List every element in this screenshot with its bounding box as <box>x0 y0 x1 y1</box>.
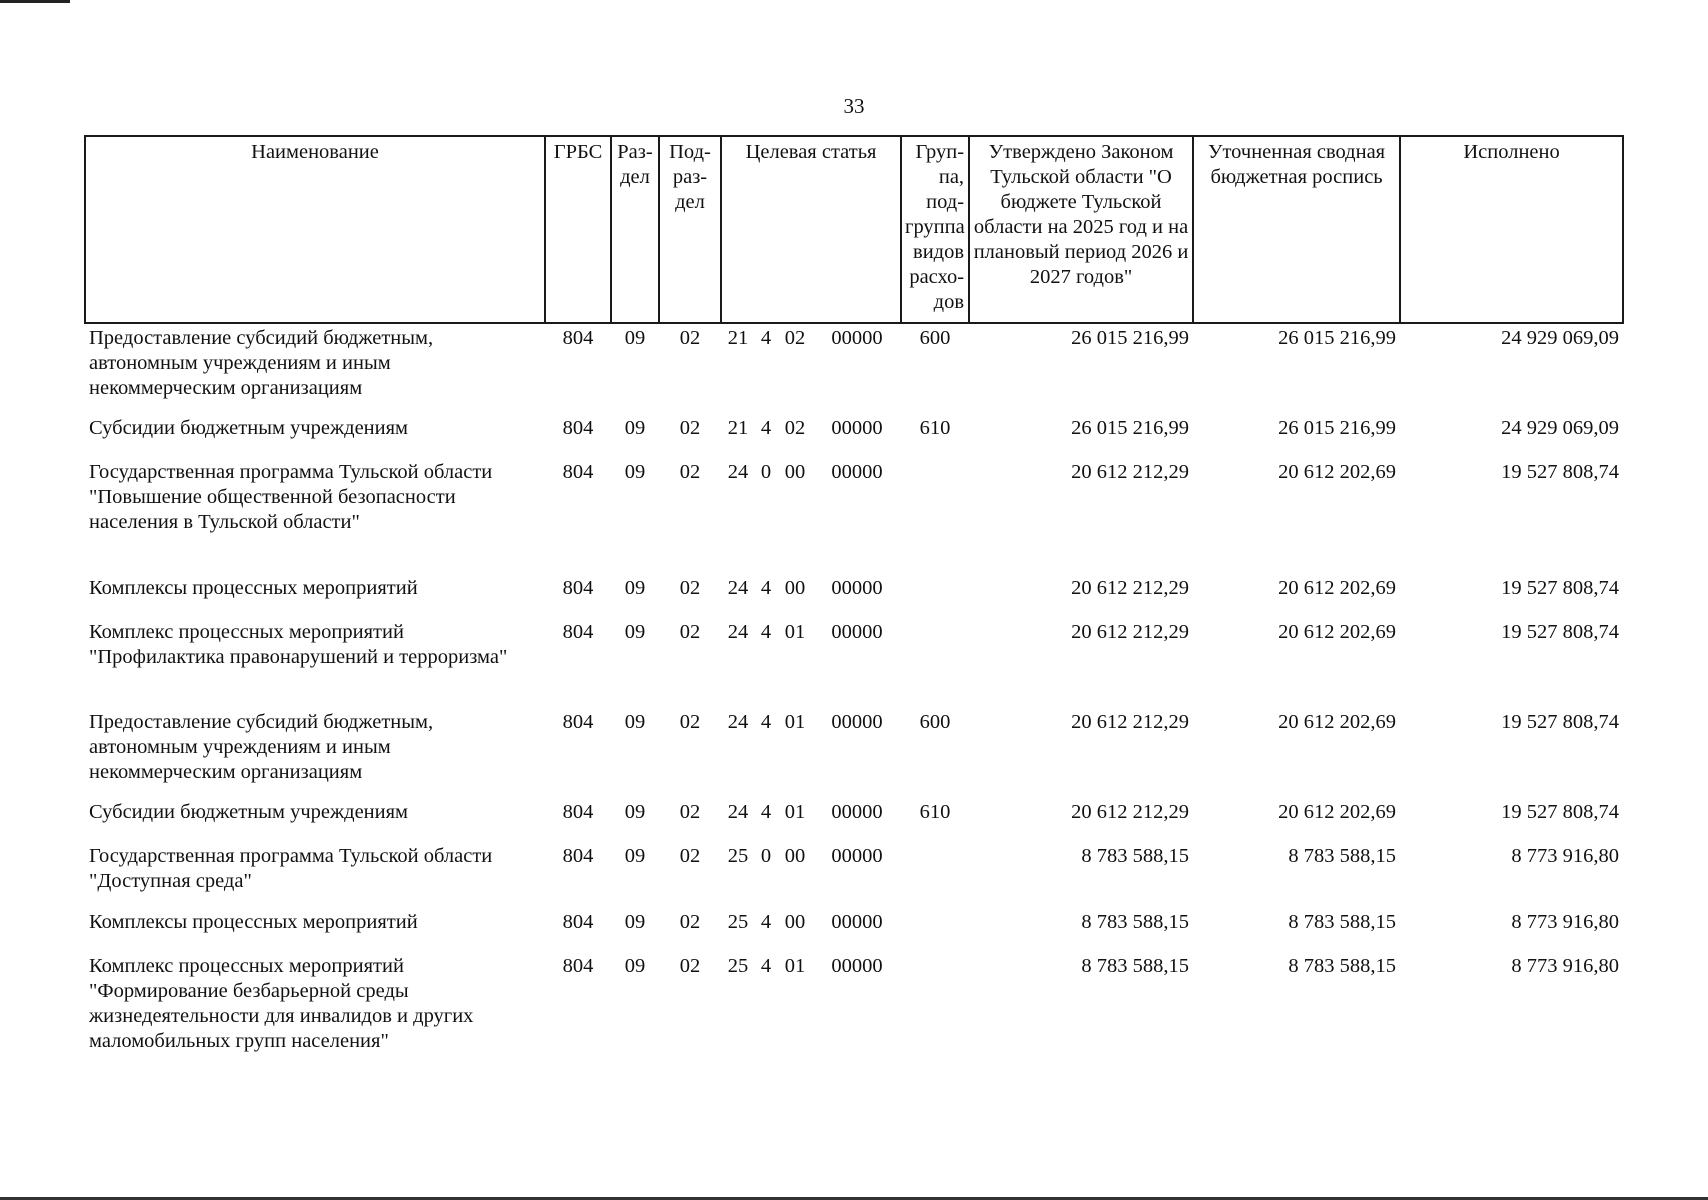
row-razdel: 09 <box>624 327 646 349</box>
table-row <box>85 618 1623 708</box>
row-target-direction: 00000 <box>831 711 883 733</box>
row-podrazdel: 02 <box>679 327 701 349</box>
page-number: 33 <box>843 94 865 118</box>
row-name: Государственная программа Тульской области "Повышение общественной безопасности населения в Тульской области" <box>89 461 493 533</box>
row-target-program: 24 <box>727 621 749 643</box>
row-grbs: 804 <box>562 711 594 733</box>
row-podrazdel: 02 <box>679 801 701 823</box>
row-target-type: 0 <box>760 461 772 483</box>
row-grbs: 804 <box>562 327 594 349</box>
row-target-program: 25 <box>727 845 749 867</box>
row-target-subprogram: 00 <box>784 911 806 933</box>
row-target-program: 25 <box>727 911 749 933</box>
row-group <box>901 618 969 708</box>
row-specified: 8 783 588,15 <box>1288 845 1397 867</box>
row-target-program: 21 <box>727 417 749 439</box>
row-executed: 19 527 808,74 <box>1501 711 1620 733</box>
row-razdel: 09 <box>624 801 646 823</box>
row-executed: 8 773 916,80 <box>1511 911 1620 933</box>
row-group: 610 <box>919 417 951 439</box>
row-razdel: 09 <box>624 577 646 599</box>
row-specified: 20 612 202,69 <box>1278 461 1397 483</box>
table-row <box>85 952 1623 1058</box>
row-target-subprogram: 01 <box>784 621 806 643</box>
row-target-direction: 00000 <box>831 327 883 349</box>
row-target-type: 4 <box>760 711 772 733</box>
row-approved: 20 612 212,29 <box>1071 461 1190 483</box>
row-group <box>901 458 969 574</box>
row-executed: 24 929 069,09 <box>1501 417 1620 439</box>
row-specified: 8 783 588,15 <box>1288 955 1397 977</box>
row-executed: 24 929 069,09 <box>1501 327 1620 349</box>
row-target-direction: 00000 <box>831 801 883 823</box>
row-approved: 8 783 588,15 <box>1081 955 1190 977</box>
row-group <box>901 908 969 952</box>
row-executed: 8 773 916,80 <box>1511 955 1620 977</box>
row-razdel: 09 <box>624 461 646 483</box>
row-grbs: 804 <box>562 417 594 439</box>
row-grbs: 804 <box>562 577 594 599</box>
header-group: Груп- па, под- группа видов расхо- дов <box>901 136 969 323</box>
row-target-program: 21 <box>727 327 749 349</box>
row-podrazdel: 02 <box>679 461 701 483</box>
row-target-direction: 00000 <box>831 417 883 439</box>
table-body <box>85 323 1623 1058</box>
row-specified: 20 612 202,69 <box>1278 711 1397 733</box>
row-target-type: 4 <box>760 911 772 933</box>
row-target-subprogram: 00 <box>784 577 806 599</box>
row-target-program: 24 <box>727 711 749 733</box>
row-grbs: 804 <box>562 911 594 933</box>
row-approved: 8 783 588,15 <box>1081 845 1190 867</box>
row-specified: 20 612 202,69 <box>1278 621 1397 643</box>
row-executed: 19 527 808,74 <box>1501 461 1620 483</box>
row-target-direction: 00000 <box>831 911 883 933</box>
row-podrazdel: 02 <box>679 955 701 977</box>
row-executed: 19 527 808,74 <box>1501 621 1620 643</box>
header-specified: Уточненная сводная бюджетная роспись <box>1193 136 1400 323</box>
row-razdel: 09 <box>624 621 646 643</box>
row-razdel: 09 <box>624 417 646 439</box>
row-name: Субсидии бюджетным учреждениям <box>89 417 409 439</box>
row-specified: 8 783 588,15 <box>1288 911 1397 933</box>
row-specified: 20 612 202,69 <box>1278 801 1397 823</box>
header-razdel: Раз- дел <box>611 136 659 323</box>
row-target-subprogram: 01 <box>784 801 806 823</box>
row-razdel: 09 <box>624 955 646 977</box>
row-executed: 8 773 916,80 <box>1511 845 1620 867</box>
table-header <box>85 136 1623 323</box>
row-target-type: 4 <box>760 417 772 439</box>
row-name: Комплексы процессных мероприятий <box>89 577 418 599</box>
row-podrazdel: 02 <box>679 911 701 933</box>
row-target-type: 4 <box>760 801 772 823</box>
row-target-type: 4 <box>760 577 772 599</box>
row-target-type: 0 <box>760 845 772 867</box>
row-target-subprogram: 01 <box>784 955 806 977</box>
row-name: Предоставление субсидий бюджетным, автономным учреждениям и иным некоммерческим организациям <box>89 327 434 399</box>
row-target-program: 24 <box>727 577 749 599</box>
row-approved: 20 612 212,29 <box>1071 577 1190 599</box>
row-target-direction: 00000 <box>831 955 883 977</box>
row-razdel: 09 <box>624 711 646 733</box>
table-row <box>85 908 1623 952</box>
row-razdel: 09 <box>624 845 646 867</box>
row-name: Предоставление субсидий бюджетным, автономным учреждениям и иным некоммерческим организациям <box>89 711 434 783</box>
table-row <box>85 323 1623 414</box>
row-approved: 20 612 212,29 <box>1071 801 1190 823</box>
row-group <box>901 574 969 618</box>
header-grbs: ГРБС <box>545 136 611 323</box>
row-executed: 19 527 808,74 <box>1501 577 1620 599</box>
row-grbs: 804 <box>562 621 594 643</box>
row-podrazdel: 02 <box>679 621 701 643</box>
row-target-subprogram: 00 <box>784 845 806 867</box>
budget-table <box>84 135 1624 1058</box>
row-target-program: 25 <box>727 955 749 977</box>
row-podrazdel: 02 <box>679 845 701 867</box>
row-approved: 26 015 216,99 <box>1071 327 1190 349</box>
row-grbs: 804 <box>562 801 594 823</box>
row-name: Государственная программа Тульской области "Доступная среда" <box>89 845 493 892</box>
row-target-program: 24 <box>727 801 749 823</box>
row-target-direction: 00000 <box>831 621 883 643</box>
row-target-type: 4 <box>760 621 772 643</box>
row-approved: 8 783 588,15 <box>1081 911 1190 933</box>
table-row <box>85 574 1623 618</box>
row-approved: 20 612 212,29 <box>1071 711 1190 733</box>
row-target-subprogram: 02 <box>784 417 806 439</box>
row-target-program: 24 <box>727 461 749 483</box>
header-executed: Исполнено <box>1400 136 1623 323</box>
row-group <box>901 842 969 908</box>
row-executed: 19 527 808,74 <box>1501 801 1620 823</box>
row-target-direction: 00000 <box>831 461 883 483</box>
row-group <box>901 952 969 1058</box>
row-podrazdel: 02 <box>679 711 701 733</box>
row-target-subprogram: 00 <box>784 461 806 483</box>
table-row <box>85 414 1623 458</box>
table-row <box>85 798 1623 842</box>
row-approved: 20 612 212,29 <box>1071 621 1190 643</box>
row-name: Комплекс процессных мероприятий "Профилактика правонарушений и терроризма" <box>89 621 508 668</box>
header-name: Наименование <box>85 136 545 323</box>
row-target-type: 4 <box>760 327 772 349</box>
row-target-type: 4 <box>760 955 772 977</box>
row-group: 600 <box>919 711 951 733</box>
table-row <box>85 842 1623 908</box>
row-podrazdel: 02 <box>679 417 701 439</box>
row-target-subprogram: 01 <box>784 711 806 733</box>
row-razdel: 09 <box>624 911 646 933</box>
table-row <box>85 708 1623 798</box>
row-podrazdel: 02 <box>679 577 701 599</box>
row-target-direction: 00000 <box>831 577 883 599</box>
row-specified: 26 015 216,99 <box>1278 417 1397 439</box>
header-approved: Утверждено Законом Тульской области "О бюджете Тульской области на 2025 год и на плановый период 2026 и 2027 годов" <box>969 136 1193 323</box>
row-grbs: 804 <box>562 461 594 483</box>
row-specified: 26 015 216,99 <box>1278 327 1397 349</box>
header-podrazdel: Под- раз- дел <box>659 136 721 323</box>
row-target-subprogram: 02 <box>784 327 806 349</box>
row-group: 600 <box>919 327 951 349</box>
row-approved: 26 015 216,99 <box>1071 417 1190 439</box>
row-specified: 20 612 202,69 <box>1278 577 1397 599</box>
row-name: Субсидии бюджетным учреждениям <box>89 801 409 823</box>
row-grbs: 804 <box>562 845 594 867</box>
row-grbs: 804 <box>562 955 594 977</box>
row-group: 610 <box>919 801 951 823</box>
table-row <box>85 458 1623 574</box>
scan-edge-top <box>0 0 70 3</box>
row-target-direction: 00000 <box>831 845 883 867</box>
row-name: Комплексы процессных мероприятий <box>89 911 418 933</box>
row-name: Комплекс процессных мероприятий "Формирование безбарьерной среды жизнедеятельности для инвалидов и других маломобильных групп населения" <box>89 955 474 1052</box>
header-target-article: Целевая статья <box>721 136 901 323</box>
